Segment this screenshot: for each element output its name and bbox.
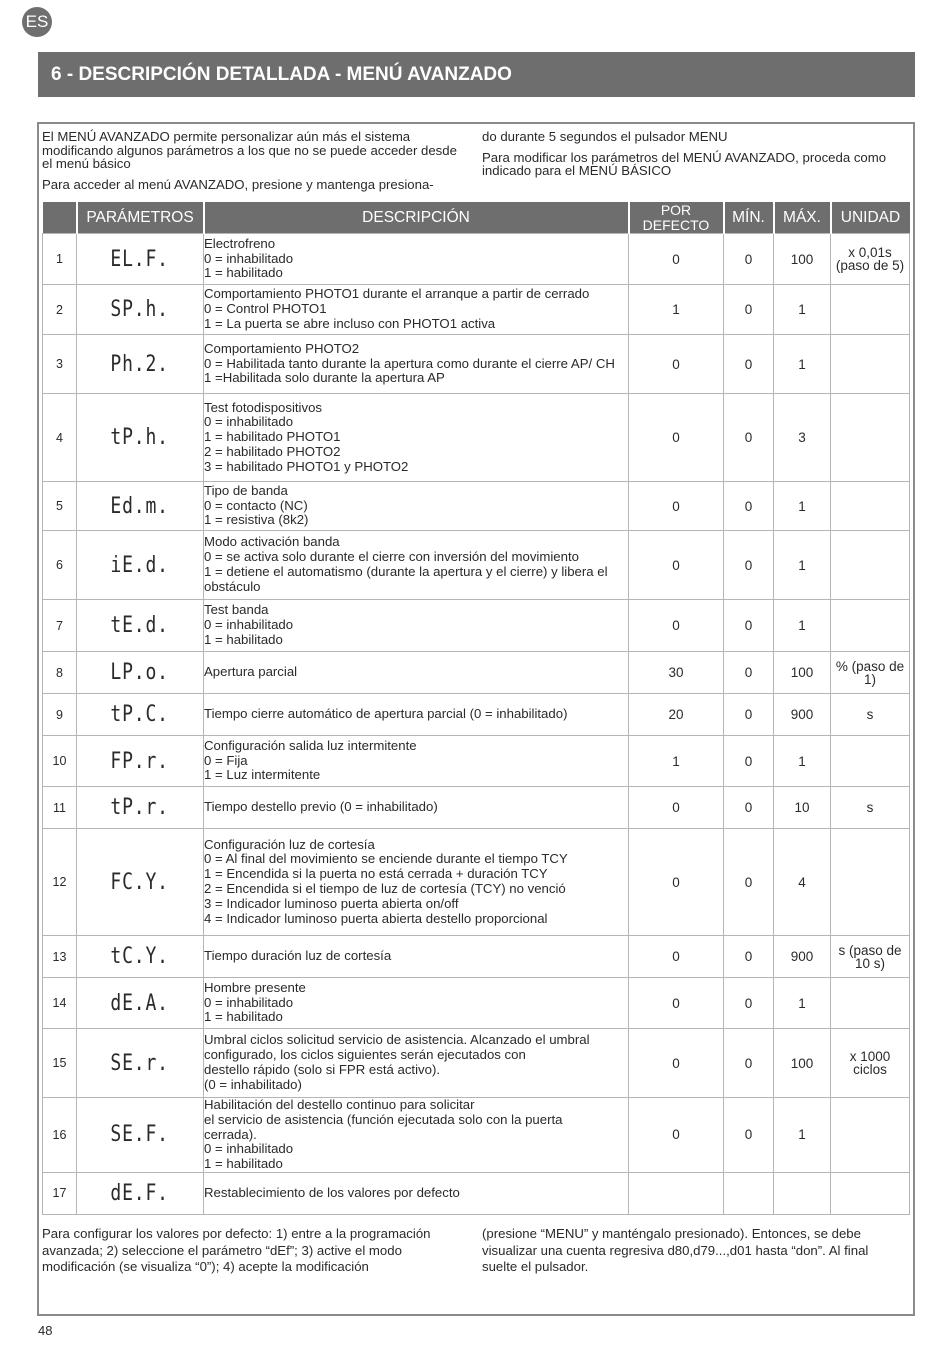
table-row (43, 736, 910, 787)
min-value: 0 (724, 787, 774, 829)
language-badge: ES (22, 7, 52, 37)
description-line: Habilitación del destello continuo para solicitar (204, 1097, 475, 1112)
unit-value (831, 829, 910, 936)
min-value: 0 (724, 1098, 774, 1173)
table-row (43, 787, 910, 829)
parameter-description (204, 652, 629, 694)
description-line: Umbral ciclos solicitud servicio de asistencia. Alcanzado el umbral (204, 1032, 590, 1048)
description-line: 1 = La puerta se abre incluso con PHOTO1 activa (204, 315, 496, 331)
row-number: 9 (43, 694, 77, 736)
parameter-description (204, 394, 629, 482)
min-value (724, 1172, 774, 1214)
description-line: Apertura parcial (204, 664, 298, 680)
unit-value (831, 482, 910, 531)
row-number: 15 (43, 1029, 77, 1098)
default-value: 0 (629, 978, 724, 1029)
parameter-description (204, 482, 629, 531)
description-line: Configuración salida luz intermitente (204, 737, 417, 753)
description-line: Comportamiento PHOTO1 durante el arranque a partir de cerrado (204, 286, 590, 302)
parameter-code (77, 978, 204, 1029)
header-defecto: POR DEFECTO (629, 202, 724, 234)
description-line: 2 = Encendida si el tiempo de luz de cortesía (TCY) no venció (204, 881, 566, 896)
max-value: 100 (774, 652, 831, 694)
max-value: 1 (774, 482, 831, 531)
default-value: 20 (629, 694, 724, 736)
table-row (43, 482, 910, 531)
table-row (43, 1172, 910, 1214)
default-value (629, 1172, 724, 1214)
parameter-code-display: dE.F. (110, 1180, 170, 1206)
description-line: Test fotodispositivos (204, 399, 323, 415)
table-row (43, 234, 910, 285)
min-value: 0 (724, 829, 774, 936)
table-row (43, 335, 910, 394)
table-row (43, 1098, 910, 1173)
parameter-code (77, 600, 204, 652)
table-row (43, 1029, 910, 1098)
intro-left-column (42, 130, 462, 198)
parameter-code-display: Ph.2. (110, 351, 170, 377)
table-row (43, 285, 910, 335)
description-line: Tiempo cierre automático de apertura parcial (0 = inhabilitado) (204, 706, 568, 722)
parameter-description (204, 787, 629, 829)
row-number: 4 (43, 394, 77, 482)
unit-value: x 1000 ciclos (831, 1029, 910, 1098)
parameter-description (204, 694, 629, 736)
description-line: Tiempo duración luz de cortesía (204, 948, 392, 964)
description-line: 4 = Indicador luminoso puerta abierta destello proporcional (204, 910, 548, 926)
page-number: 48 (38, 1323, 53, 1338)
parameter-code-display: tC.Y. (110, 944, 170, 969)
unit-value (831, 531, 910, 600)
max-value: 1 (774, 1098, 831, 1173)
description-line: Tipo de banda (204, 482, 288, 498)
description-line: 1 =Habilitada solo durante la apertura AP (204, 370, 445, 386)
table-row (43, 531, 910, 600)
description-line: Test banda (204, 602, 269, 618)
intro-paragraph: do durante 5 segundos el pulsador MENU (482, 129, 728, 144)
description-line: 1 = habilitado (204, 1009, 283, 1025)
parameter-code (77, 694, 204, 736)
unit-value (831, 978, 910, 1029)
parameter-description (204, 736, 629, 787)
unit-value (831, 1098, 910, 1173)
description-line: 1 = habilitado (204, 265, 283, 281)
section-title: 6 - DESCRIPCIÓN DETALLADA - MENÚ AVANZADO (38, 52, 915, 97)
description-line: 0 = inhabilitado (204, 994, 294, 1010)
parameter-description (204, 829, 629, 936)
max-value: 4 (774, 829, 831, 936)
description-line: 1 = habilitado (204, 1156, 283, 1172)
description-line: cerrada). (204, 1126, 257, 1142)
parameter-code-display: tP.C. (110, 702, 170, 727)
description-line: 0 = inhabilitado (204, 414, 294, 430)
unit-value: x 0,01s (paso de 5) (831, 234, 910, 285)
parameter-code (77, 829, 204, 936)
unit-value (831, 1172, 910, 1214)
description-line: 1 = resistiva (8k2) (204, 512, 309, 528)
description-line: 0 = contacto (NC) (204, 497, 308, 513)
description-line: Hombre presente (204, 979, 306, 995)
max-value: 100 (774, 234, 831, 285)
row-number: 8 (43, 652, 77, 694)
parameter-code (77, 1098, 204, 1173)
min-value: 0 (724, 1029, 774, 1098)
min-value: 0 (724, 736, 774, 787)
unit-value: s (831, 787, 910, 829)
description-line: 0 = se activa solo durante el cierre con inversión del movimiento (204, 549, 579, 565)
min-value: 0 (724, 652, 774, 694)
defaults-instructions-right: (presione “MENU” y manténgalo presionado). Entonces, se debe visualizar una cuenta regresiva d80,d79...,d01 hasta “don”. Al final suelte el pulsador. (482, 1226, 869, 1274)
parameter-code (77, 234, 204, 285)
parameter-code (77, 1172, 204, 1214)
parameter-code (77, 531, 204, 600)
defaults-instructions-left: Para configurar los valores por defecto: 1) entre a la programación avanzada; 2) seleccione el parámetro “dEf”; 3) active el modo modificación (se visualiza “0”); 4) acepte la modificación (42, 1226, 431, 1274)
row-number: 6 (43, 531, 77, 600)
parameter-description (204, 234, 629, 285)
description-line: 2 = habilitado PHOTO2 (204, 443, 341, 459)
parameter-code-display: FP.r. (110, 748, 170, 774)
max-value: 1 (774, 335, 831, 394)
row-number: 7 (43, 600, 77, 652)
parameter-code-display: EL.F. (110, 246, 170, 272)
row-number: 12 (43, 829, 77, 936)
unit-value (831, 736, 910, 787)
description-line: 3 = Indicador luminoso puerta abierta on/off (204, 895, 459, 911)
parameter-code-display: tE.d. (110, 613, 170, 638)
default-value: 0 (629, 829, 724, 936)
max-value: 1 (774, 736, 831, 787)
header-number (43, 202, 77, 234)
description-line: Tiempo destello previo (0 = inhabilitado) (204, 799, 438, 815)
description-line: 1 = Luz intermitente (204, 767, 321, 783)
description-line: 0 = inhabilitado (204, 617, 294, 633)
row-number: 16 (43, 1098, 77, 1173)
parameter-description (204, 1172, 629, 1214)
parameter-code (77, 1029, 204, 1098)
table-row (43, 978, 910, 1029)
min-value: 0 (724, 335, 774, 394)
max-value: 900 (774, 694, 831, 736)
description-line: 3 = habilitado PHOTO1 y PHOTO2 (204, 458, 409, 474)
default-value: 30 (629, 652, 724, 694)
default-value: 0 (629, 600, 724, 652)
parameter-code-display: tP.h. (110, 425, 170, 450)
min-value: 0 (724, 285, 774, 335)
description-line: 0 = Habilitada tanto durante la apertura como durante el cierre AP/ CH (204, 355, 615, 371)
max-value: 3 (774, 394, 831, 482)
default-value: 0 (629, 936, 724, 978)
header-descripcion: DESCRIPCIÓN (204, 202, 629, 234)
default-value: 0 (629, 1029, 724, 1098)
parameter-code-display: tP.r. (110, 795, 170, 820)
intro-right-column (482, 130, 902, 185)
default-value: 0 (629, 394, 724, 482)
table-row (43, 694, 910, 736)
unit-value: % (paso de 1) (831, 652, 910, 694)
parameter-code (77, 394, 204, 482)
default-value: 0 (629, 531, 724, 600)
default-value: 0 (629, 234, 724, 285)
intro-paragraph: Para acceder al menú AVANZADO, presione y mantenga presiona- (42, 176, 434, 192)
description-line: Modo activación banda (204, 534, 340, 550)
description-line: el servicio de asistencia (función ejecutada solo con la puerta (204, 1111, 563, 1127)
parameter-description (204, 978, 629, 1029)
description-line: Comportamiento PHOTO2 (204, 340, 360, 356)
parameter-code (77, 787, 204, 829)
min-value: 0 (724, 531, 774, 600)
parameter-description (204, 1098, 629, 1173)
table-row (43, 829, 910, 936)
unit-value: s (831, 694, 910, 736)
parameter-code-display: SP.h. (110, 297, 170, 322)
description-line: (0 = inhabilitado) (204, 1076, 302, 1092)
description-line: 1 = detiene el automatismo (durante la apertura y el cierre) y libera el obstáculo (204, 564, 608, 594)
header-min: MÍN. (724, 202, 774, 234)
default-value: 1 (629, 285, 724, 335)
parameters-table (42, 202, 910, 1215)
description-line: Electrofreno (204, 235, 276, 251)
parameter-code (77, 335, 204, 394)
table-row (43, 936, 910, 978)
max-value: 900 (774, 936, 831, 978)
unit-value: s (paso de 10 s) (831, 936, 910, 978)
description-line: 0 = Control PHOTO1 (204, 301, 327, 317)
parameter-code-display: dE.A. (110, 990, 170, 1016)
min-value: 0 (724, 234, 774, 285)
table-header-row (43, 202, 910, 234)
max-value: 1 (774, 531, 831, 600)
description-line: 0 = inhabilitado (204, 1141, 294, 1157)
parameter-code (77, 285, 204, 335)
min-value: 0 (724, 694, 774, 736)
row-number: 5 (43, 482, 77, 531)
table-row (43, 394, 910, 482)
parameter-code (77, 936, 204, 978)
parameter-code-display: iE.d. (110, 552, 170, 578)
row-number: 10 (43, 736, 77, 787)
parameter-code (77, 736, 204, 787)
max-value: 10 (774, 787, 831, 829)
row-number: 2 (43, 285, 77, 335)
table-row (43, 652, 910, 694)
parameter-description (204, 335, 629, 394)
parameter-description (204, 1029, 629, 1098)
unit-value (831, 285, 910, 335)
unit-value (831, 394, 910, 482)
min-value: 0 (724, 936, 774, 978)
parameter-code-display: SE.F. (110, 1122, 170, 1148)
intro-paragraph: Para modificar los parámetros del MENÚ AVANZADO, proceda como indicado para el MENÚ BÁSICO (482, 149, 887, 178)
min-value: 0 (724, 978, 774, 1029)
description-line: 1 = habilitado (204, 631, 283, 647)
parameter-code-display: FC.Y. (110, 869, 170, 895)
description-line: Configuración luz de cortesía (204, 836, 375, 852)
min-value: 0 (724, 600, 774, 652)
description-line: 0 = Al final del movimiento se enciende durante el tiempo TCY (204, 851, 568, 867)
max-value: 100 (774, 1029, 831, 1098)
parameter-description (204, 285, 629, 335)
default-value: 1 (629, 736, 724, 787)
unit-value (831, 335, 910, 394)
parameter-code-display: SE.r. (110, 1050, 170, 1076)
default-value: 0 (629, 335, 724, 394)
header-unidad: UNIDAD (831, 202, 910, 234)
description-line: 0 = Fija (204, 752, 248, 768)
header-parametros: PARÁMETROS (77, 202, 204, 234)
row-number: 11 (43, 787, 77, 829)
parameter-code (77, 652, 204, 694)
row-number: 14 (43, 978, 77, 1029)
description-line: Restablecimiento de los valores por defecto (204, 1185, 460, 1201)
parameter-code (77, 482, 204, 531)
row-number: 17 (43, 1172, 77, 1214)
max-value: 1 (774, 285, 831, 335)
header-max: MÁX. (774, 202, 831, 234)
row-number: 3 (43, 335, 77, 394)
description-line: configurado, los ciclos siguientes serán ejecutados con (204, 1047, 526, 1063)
row-number: 13 (43, 936, 77, 978)
intro-paragraph: El MENÚ AVANZADO permite personalizar aún más el sistema modificando algunos parámetros a los que no se puede acceder desde el menú básico (42, 129, 457, 171)
default-value: 0 (629, 482, 724, 531)
description-line: 1 = habilitado PHOTO1 (204, 429, 341, 445)
parameter-description (204, 531, 629, 600)
min-value: 0 (724, 482, 774, 531)
description-line: destello rápido (solo si FPR está activo). (204, 1062, 441, 1077)
row-number: 1 (43, 234, 77, 285)
max-value (774, 1172, 831, 1214)
parameter-description (204, 936, 629, 978)
unit-value (831, 600, 910, 652)
description-line: 1 = Encendida si la puerta no está cerrada + duración TCY (204, 866, 548, 882)
min-value: 0 (724, 394, 774, 482)
parameter-code-display: Ed.m. (110, 493, 170, 519)
max-value: 1 (774, 600, 831, 652)
table-body (43, 234, 910, 1215)
default-value: 0 (629, 787, 724, 829)
parameter-code-display: LP.o. (110, 660, 170, 685)
default-value: 0 (629, 1098, 724, 1173)
table-row (43, 600, 910, 652)
parameter-description (204, 600, 629, 652)
max-value: 1 (774, 978, 831, 1029)
description-line: 0 = inhabilitado (204, 250, 294, 266)
